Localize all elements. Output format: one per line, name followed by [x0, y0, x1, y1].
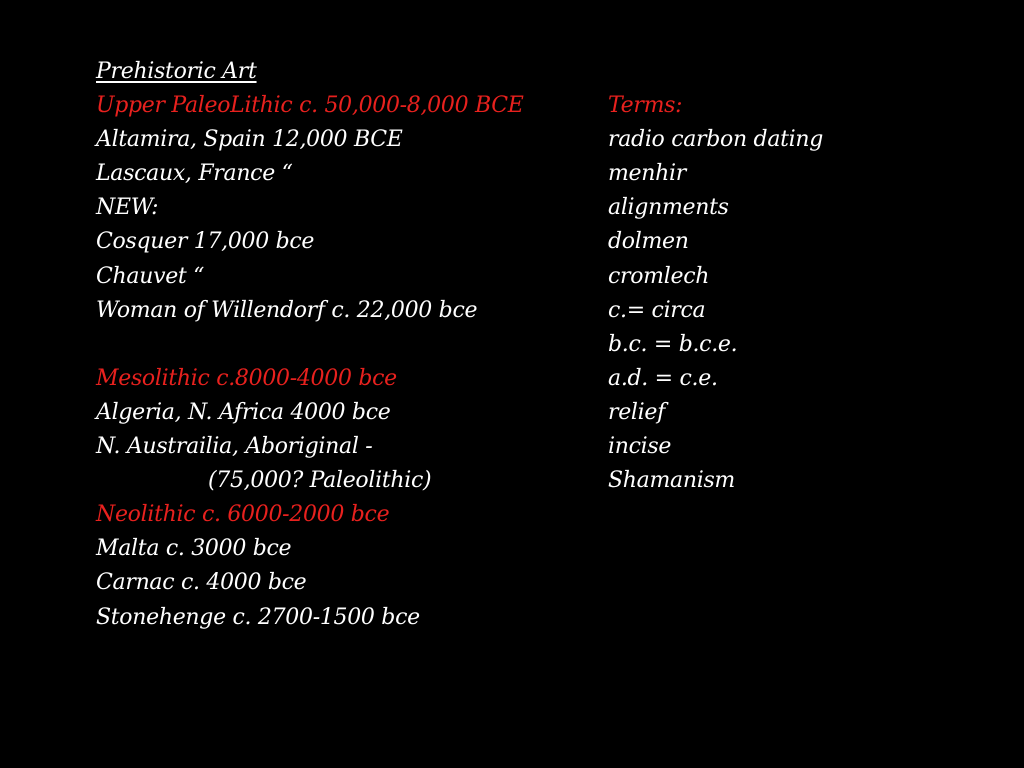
term-item: dolmen — [608, 229, 689, 255]
list-item: Cosquer 17,000 bce — [96, 229, 315, 255]
list-item: Stonehenge c. 2700-1500 bce — [96, 604, 420, 630]
list-item: Algeria, N. Africa 4000 bce — [96, 399, 391, 425]
term-item: c.= circa — [608, 297, 706, 323]
list-item: Woman of Willendorf c. 22,000 bce — [96, 297, 478, 323]
list-item: Lascaux, France “ — [96, 161, 293, 187]
list-item: Carnac c. 4000 bce — [96, 570, 307, 596]
blank-line — [608, 55, 988, 89]
term-item: alignments — [608, 195, 729, 221]
list-item: N. Austrailia, Aboriginal - — [96, 434, 373, 460]
blank-line — [96, 328, 586, 362]
neolithic-heading: Neolithic c. 6000-2000 bce — [96, 502, 390, 528]
list-item: Malta c. 3000 bce — [96, 536, 292, 562]
list-item: (75,000? Paleolithic) — [208, 468, 432, 494]
right-column — [608, 55, 988, 498]
term-item: incise — [608, 434, 672, 460]
term-item: menhir — [608, 161, 686, 187]
list-item: Chauvet “ — [96, 263, 205, 289]
left-column — [96, 55, 586, 635]
term-item: cromlech — [608, 263, 710, 289]
term-item: b.c. = b.c.e. — [608, 331, 738, 357]
term-item: relief — [608, 399, 665, 425]
list-item: NEW: — [96, 195, 159, 221]
slide-title: Prehistoric Art — [96, 59, 257, 84]
upper-paleolithic-heading: Upper PaleoLithic c. 50,000-8,000 BCE — [96, 93, 524, 119]
term-item: radio carbon dating — [608, 127, 824, 153]
list-item: Altamira, Spain 12,000 BCE — [96, 127, 403, 153]
term-item: a.d. = c.e. — [608, 365, 718, 391]
mesolithic-heading: Mesolithic c.8000-4000 bce — [96, 365, 397, 391]
term-item: Shamanism — [608, 468, 735, 494]
terms-heading: Terms: — [608, 93, 683, 119]
